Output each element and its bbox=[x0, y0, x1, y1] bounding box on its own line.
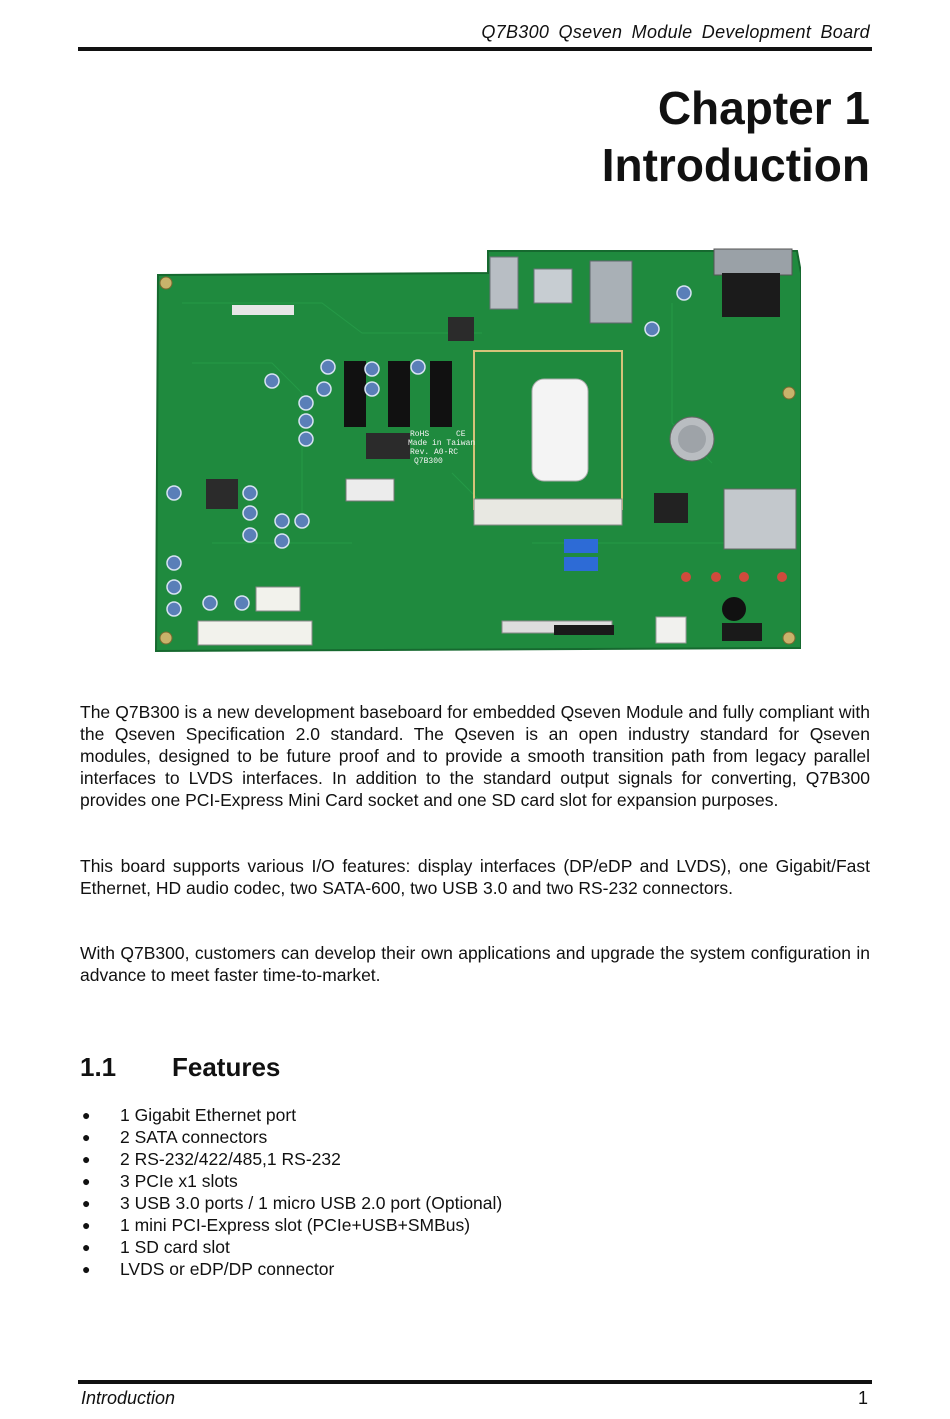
made-in-label: Made in Taiwan bbox=[408, 439, 476, 448]
header-rule bbox=[78, 47, 872, 51]
list-item-text: 2 RS-232/422/485,1 RS-232 bbox=[120, 1149, 341, 1169]
list-item bbox=[80, 1258, 502, 1280]
bullet-icon: ● bbox=[82, 1195, 91, 1211]
list-item-text: 1 Gigabit Ethernet port bbox=[120, 1105, 297, 1125]
intro-paragraph-3: With Q7B300, customers can develop their own applications and upgrade the system configuration in advance to meet faster time-to-market. bbox=[80, 943, 870, 985]
bullet-icon: ● bbox=[82, 1173, 91, 1189]
list-item bbox=[80, 1126, 502, 1148]
running-header: Q7B300 Qseven Module Development Board bbox=[481, 22, 870, 42]
ce-label: CE bbox=[456, 430, 466, 439]
intro-paragraph-2: This board supports various I/O features: display interfaces (DP/eDP and LVDS), one Gigabit/Fast Ethernet, HD audio codec, two SATA-600, two USB 3.0 and two RS-232 connectors. bbox=[80, 856, 870, 898]
list-item-text: 1 SD card slot bbox=[120, 1237, 230, 1257]
bullet-icon: ● bbox=[82, 1261, 91, 1277]
bullet-icon: ● bbox=[82, 1107, 91, 1123]
list-item-text: 3 PCIe x1 slots bbox=[120, 1171, 238, 1191]
atx-power-connector bbox=[198, 621, 312, 645]
chapter-title: Introduction bbox=[601, 139, 870, 191]
qseven-socket bbox=[474, 499, 622, 525]
list-item bbox=[80, 1192, 502, 1214]
list-item bbox=[80, 1148, 502, 1170]
bullet-icon: ● bbox=[82, 1129, 91, 1145]
bullet-icon: ● bbox=[82, 1151, 91, 1167]
bullet-icon: ● bbox=[82, 1217, 91, 1233]
footer-rule bbox=[78, 1380, 872, 1384]
pcie-slot bbox=[388, 361, 410, 427]
list-item-text: 1 mini PCI-Express slot (PCIe+USB+SMBus) bbox=[120, 1215, 471, 1235]
list-item bbox=[80, 1236, 502, 1258]
usb-connector bbox=[490, 257, 518, 309]
intro-paragraph-1: The Q7B300 is a new development baseboard for embedded Qseven Module and fully compliant with the Qseven Specification 2.0 standard. The Qseven is an open industry standard for Qseven modules, designed to be future proof and to provide a smooth transition path from legacy parallel interfaces to LVDS interfaces. In addition to the standard output signals for converting, Q7B300 provides one PCI-Express Mini Card socket and one SD card slot for expansion purposes. bbox=[80, 702, 870, 810]
list-item bbox=[80, 1214, 502, 1236]
sata-connector bbox=[564, 557, 598, 571]
pcie-slot bbox=[430, 361, 452, 427]
ethernet-port bbox=[590, 261, 632, 323]
usb3-port bbox=[534, 269, 572, 303]
model-label: Q7B300 bbox=[414, 457, 443, 466]
board-photo bbox=[152, 243, 801, 654]
section-number: 1.1 bbox=[80, 1052, 117, 1082]
page-number: 1 bbox=[857, 1388, 868, 1408]
rohs-label: RoHS bbox=[410, 430, 430, 439]
sd-card-slot bbox=[724, 489, 796, 549]
pcie-slot bbox=[344, 361, 366, 427]
bullet-icon: ● bbox=[82, 1239, 91, 1255]
list-item bbox=[80, 1104, 502, 1126]
list-item-text: LVDS or eDP/DP connector bbox=[120, 1259, 335, 1279]
sata-connector bbox=[564, 539, 598, 553]
serial-connector bbox=[714, 249, 792, 275]
section-title: Features bbox=[172, 1052, 281, 1082]
list-item-text: 2 SATA connectors bbox=[120, 1127, 268, 1147]
footer-section-name: Introduction bbox=[81, 1388, 176, 1408]
features-list bbox=[80, 1104, 502, 1280]
list-item-text: 3 USB 3.0 ports / 1 micro USB 2.0 port (Optional) bbox=[120, 1193, 503, 1213]
chapter-heading bbox=[602, 80, 870, 194]
rev-label: Rev. A0-RC bbox=[410, 448, 459, 457]
chapter-label: Chapter 1 bbox=[657, 82, 870, 134]
list-item bbox=[80, 1170, 502, 1192]
section-heading-features bbox=[80, 1052, 280, 1083]
